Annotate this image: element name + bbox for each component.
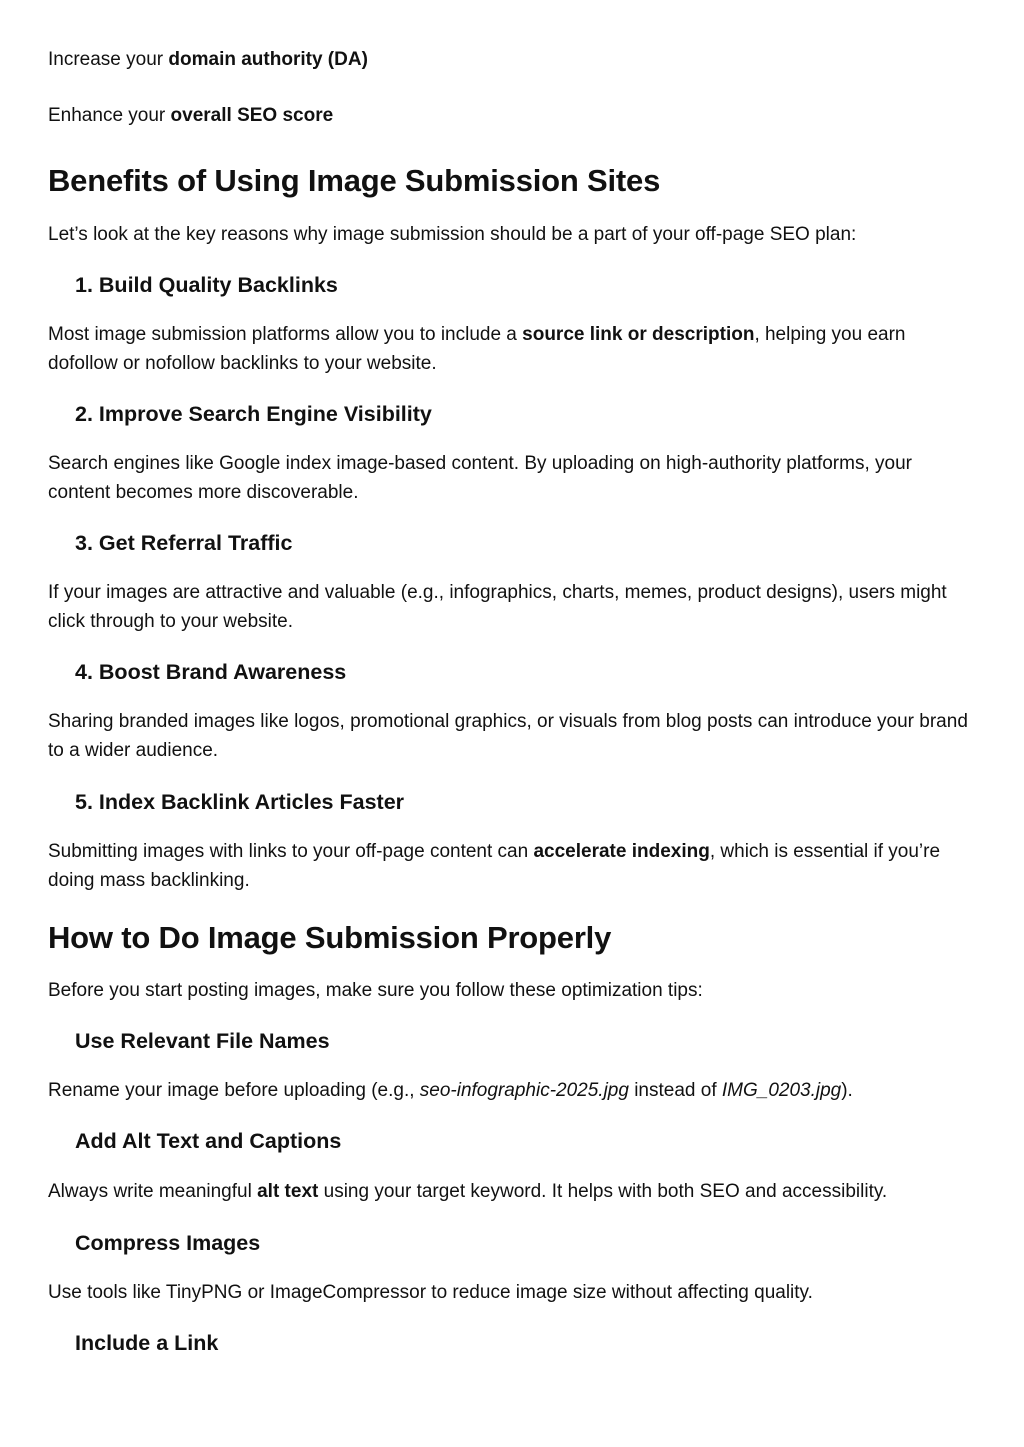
benefit-4-text: Sharing branded images like logos, promotional graphics, or visuals from blog posts can introduce your brand to a wider audience. (48, 711, 968, 761)
tip-2-heading: Add Alt Text and Captions (75, 1129, 342, 1153)
tip-4-heading: Include a Link (75, 1331, 219, 1355)
howto-heading: How to Do Image Submission Properly (48, 920, 612, 955)
benefit-4-heading: 4. Boost Brand Awareness (75, 660, 347, 684)
tip-3-heading: Compress Images (75, 1231, 261, 1255)
benefits-intro: Let’s look at the key reasons why image submission should be a part of your off-page SEO plan: (48, 224, 857, 245)
tip-2-text: Always write meaningful alt text using your target keyword. It helps with both SEO and accessibility. (48, 1181, 888, 1202)
tip-1-heading: Use Relevant File Names (75, 1029, 330, 1053)
benefit-5-text: Submitting images with links to your off-page content can accelerate indexing, which is essential if you’re doing mass backlinking. (48, 841, 941, 891)
benefits-heading: Benefits of Using Image Submission Sites (48, 163, 661, 198)
benefit-1-text: Most image submission platforms allow you to include a source link or description, helping you earn dofollow or nofollow backlinks to your website. (48, 324, 906, 374)
tip-3-text: Use tools like TinyPNG or ImageCompressor to reduce image size without affecting quality. (48, 1282, 813, 1303)
intro-da-paragraph: Increase your domain authority (DA) (48, 49, 368, 70)
benefit-3-text: If your images are attractive and valuable (e.g., infographics, charts, memes, product designs), users might click through to your website. (48, 582, 947, 632)
benefit-3-heading: 3. Get Referral Traffic (75, 531, 293, 555)
benefit-5-heading: 5. Index Backlink Articles Faster (75, 790, 405, 814)
benefit-2-heading: 2. Improve Search Engine Visibility (75, 402, 432, 426)
howto-intro: Before you start posting images, make sure you follow these optimization tips: (48, 980, 703, 1001)
benefit-2-text: Search engines like Google index image-based content. By uploading on high-authority platforms, your content becomes more discoverable. (48, 453, 912, 503)
intro-seo-paragraph: Enhance your overall SEO score (48, 105, 334, 126)
benefit-1-heading: 1. Build Quality Backlinks (75, 273, 338, 297)
tip-1-text: Rename your image before uploading (e.g., seo-infographic-2025.jpg instead of IMG_0203.jpg). (48, 1080, 853, 1101)
